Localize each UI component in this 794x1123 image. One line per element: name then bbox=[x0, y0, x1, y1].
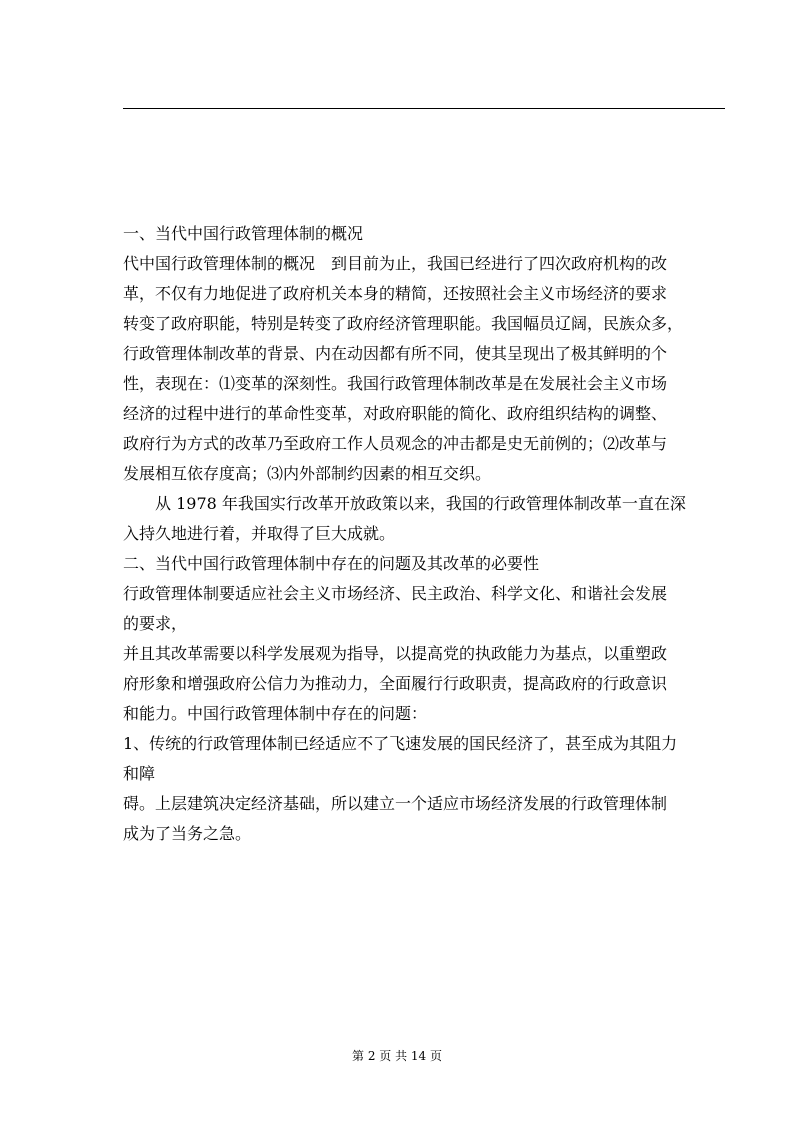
paragraph-line: 革，不仅有力地促进了政府机关本身的精简，还按照社会主义市场经济的要求 bbox=[123, 284, 668, 303]
paragraph-line-indented: 从 1978 年我国实行改革开放政策以来，我国的行政管理体制改革一直在深 bbox=[155, 494, 686, 513]
paragraph-line: 府形象和增强政府公信力为推动力，全面履行行政职责，提高政府的行政意识 bbox=[123, 674, 668, 693]
paragraph-line: 发展相互依存度高；⑶内外部制约因素的相互交织。 bbox=[123, 464, 492, 483]
paragraph-line: 并且其改革需要以科学发展观为指导，以提高党的执政能力为基点，以重塑政 bbox=[123, 644, 668, 663]
list-item-1-line: 1、传统的行政管理体制已经适应不了飞速发展的国民经济了，甚至成为其阻力 bbox=[123, 734, 678, 753]
paragraph-line: 碍。上层建筑决定经济基础，所以建立一个适应市场经济发展的行政管理体制 bbox=[123, 794, 668, 813]
section-heading-2: 二、当代中国行政管理体制中存在的问题及其改革的必要性 bbox=[123, 554, 540, 573]
paragraph-line: 性，表现在：⑴变革的深刻性。我国行政管理体制改革是在发展社会主义市场 bbox=[123, 374, 668, 393]
page-number-footer: 第 2 页 共 14 页 bbox=[352, 1049, 442, 1063]
paragraph-line: 行政管理体制要适应社会主义市场经济、民主政治、科学文化、和谐社会发展 bbox=[123, 584, 668, 603]
paragraph-line: 的要求， bbox=[123, 614, 188, 633]
paragraph-line: 经济的过程中进行的革命性变革，对政府职能的简化、政府组织结构的调整、 bbox=[123, 404, 668, 423]
paragraph-line: 成为了当务之急。 bbox=[123, 824, 252, 843]
paragraph-line: 行政管理体制改革的背景、内在动因都有所不同，使其呈现出了极其鲜明的个 bbox=[123, 344, 668, 363]
list-item-1-line: 和障 bbox=[123, 764, 156, 783]
paragraph-line: 政府行为方式的改革乃至政府工作人员观念的冲击都是史无前例的；⑵改革与 bbox=[123, 434, 668, 453]
paragraph-line: 转变了政府职能，特别是转变了政府经济管理职能。我国幅员辽阔，民族众多， bbox=[123, 314, 684, 333]
section-heading-1: 一、当代中国行政管理体制的概况 bbox=[123, 224, 364, 243]
paragraph-line: 入持久地进行着，并取得了巨大成就。 bbox=[123, 524, 396, 543]
document-body bbox=[123, 219, 686, 849]
paragraph-line: 代中国行政管理体制的概况 到目前为止，我国已经进行了四次政府机构的改 bbox=[123, 254, 668, 273]
paragraph-line: 和能力。中国行政管理体制中存在的问题： bbox=[123, 704, 428, 723]
header-rule bbox=[123, 108, 725, 109]
